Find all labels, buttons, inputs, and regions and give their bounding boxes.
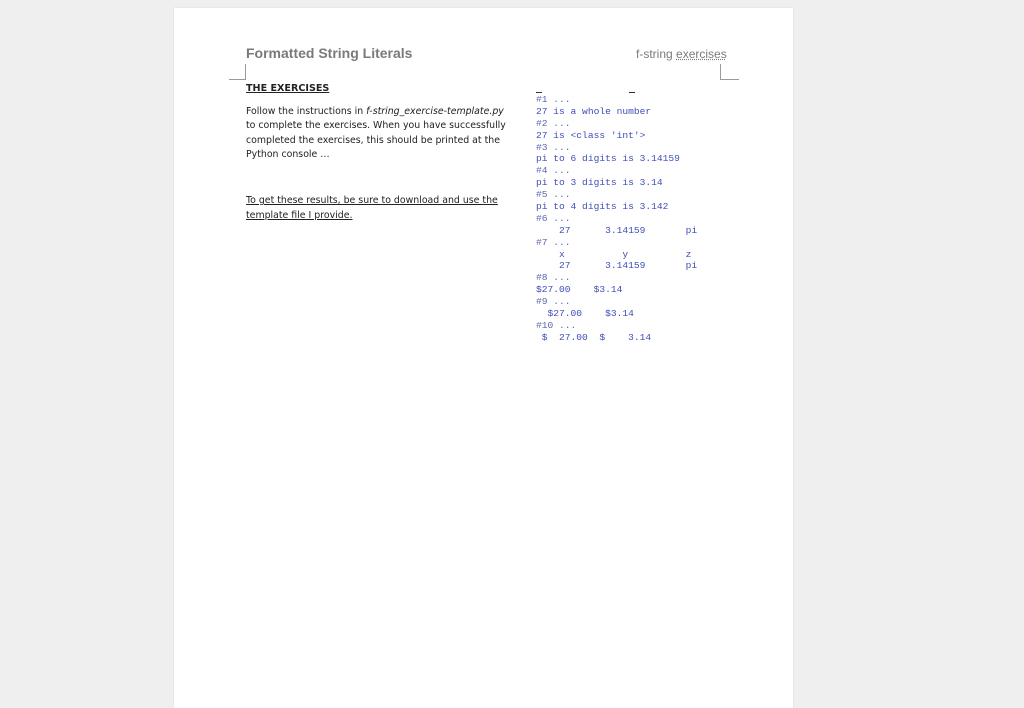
para-before: Follow the instructions in [246, 105, 367, 117]
page-title: Formatted String Literals [246, 45, 413, 61]
instructions-column [246, 82, 514, 223]
crop-mark-right [720, 64, 739, 80]
instructions-paragraph [246, 105, 514, 163]
output-line: #5 ... [536, 189, 571, 201]
output-line: x y z [536, 248, 692, 260]
tick-mark [536, 92, 542, 93]
output-line: pi to 4 digits is 3.142 [536, 201, 669, 213]
document-page [174, 8, 793, 708]
template-filename: f-string_exercise-template.py [366, 105, 504, 117]
output-line: $27.00 $3.14 [536, 284, 623, 296]
output-line: 27 is a whole number [536, 105, 652, 117]
output-line: #1 ... [536, 94, 571, 105]
output-line: $ 27.00 $ 3.14 [536, 331, 652, 343]
output-line: #6 ... [536, 212, 571, 224]
section-heading: THE EXERCISES [246, 83, 330, 94]
header-right [636, 47, 727, 61]
output-line: #8 ... [536, 272, 571, 284]
output-line: $27.00 $3.14 [536, 308, 634, 320]
crop-mark-left [229, 64, 246, 80]
output-line: 27 is <class 'int'> [536, 129, 646, 141]
output-line: #9 ... [536, 296, 571, 308]
output-line: #7 ... [536, 236, 571, 248]
output-line: pi to 3 digits is 3.14 [536, 177, 663, 189]
download-note: To get these results, be sure to download and use the template file I provide. [246, 194, 498, 221]
header-link: exercises [676, 47, 727, 61]
header-prefix: f-string [636, 47, 677, 61]
tick-mark [629, 92, 635, 93]
para-after: to complete the exercises. When you have successfully completed the exercises, this should be printed at the Python console … [246, 120, 506, 161]
output-line: #3 ... [536, 141, 571, 153]
console-output [536, 94, 697, 344]
output-line: pi to 6 digits is 3.14159 [536, 153, 680, 165]
output-line: #2 ... [536, 117, 571, 129]
output-line: #4 ... [536, 165, 571, 177]
output-line: 27 3.14159 pi [536, 260, 698, 272]
output-line: 27 3.14159 pi [536, 224, 698, 236]
output-line: #10 ... [536, 319, 577, 331]
